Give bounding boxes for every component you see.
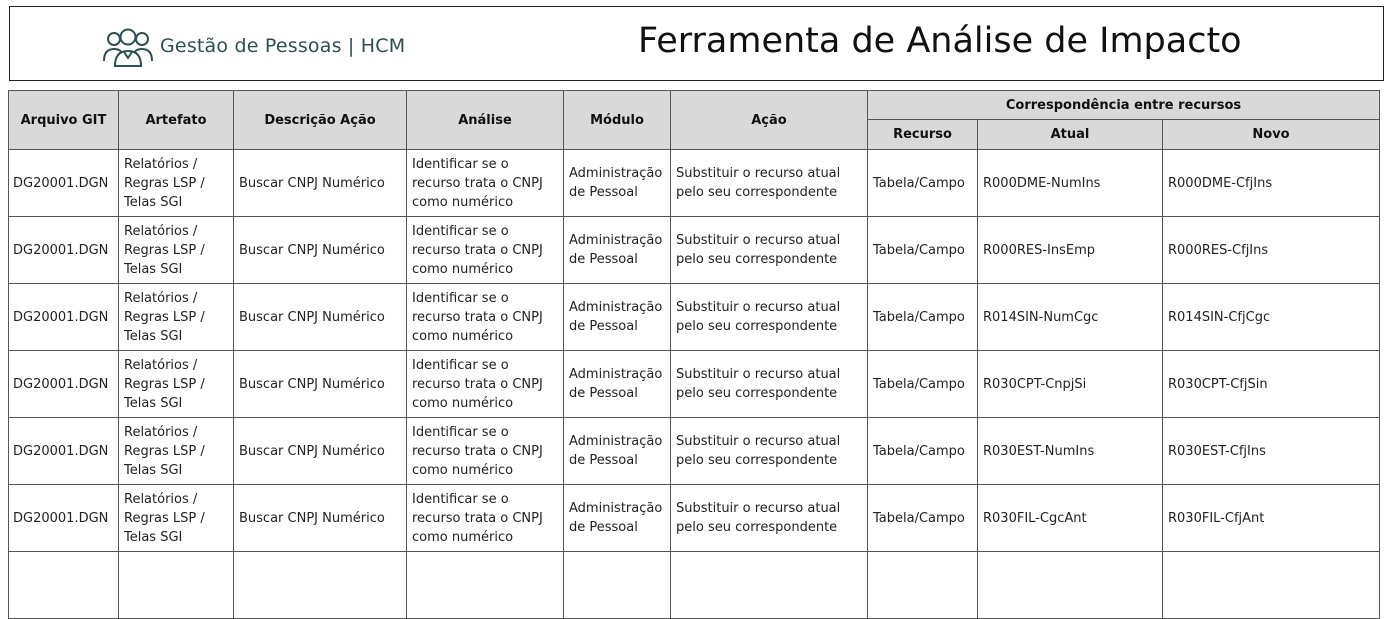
col-header-descricao: Descrição Ação <box>234 91 407 150</box>
cell-modulo: Administração de Pessoal <box>564 284 671 351</box>
cell-atual: R000RES-InsEmp <box>978 217 1163 284</box>
cell-modulo: Administração de Pessoal <box>564 150 671 217</box>
table-body <box>9 150 1380 619</box>
table-row <box>9 150 1380 217</box>
cell-acao: Substituir o recurso atual pelo seu correspondente <box>671 217 868 284</box>
col-header-novo: Novo <box>1163 120 1380 150</box>
cell-descricao: Buscar CNPJ Numérico <box>234 284 407 351</box>
cell-recurso: Tabela/Campo <box>868 418 978 485</box>
cell-descricao: Buscar CNPJ Numérico <box>234 418 407 485</box>
cell-novo: R014SIN-CfjCgc <box>1163 284 1380 351</box>
table-row <box>9 485 1380 552</box>
cell-arquivo: DG20001.DGN <box>9 217 119 284</box>
cell-novo <box>1163 552 1380 619</box>
cell-acao: Substituir o recurso atual pelo seu correspondente <box>671 150 868 217</box>
col-header-artefato: Artefato <box>119 91 234 150</box>
cell-atual <box>978 552 1163 619</box>
col-header-arquivo: Arquivo GIT <box>9 91 119 150</box>
cell-acao: Substituir o recurso atual pelo seu correspondente <box>671 284 868 351</box>
cell-artefato: Relatórios / Regras LSP / Telas SGI <box>119 485 234 552</box>
cell-analise <box>407 552 564 619</box>
cell-artefato: Relatórios / Regras LSP / Telas SGI <box>119 217 234 284</box>
cell-acao: Substituir o recurso atual pelo seu correspondente <box>671 418 868 485</box>
col-header-recurso: Recurso <box>868 120 978 150</box>
col-header-modulo: Módulo <box>564 91 671 150</box>
cell-acao <box>671 552 868 619</box>
cell-arquivo: DG20001.DGN <box>9 485 119 552</box>
table-row <box>9 418 1380 485</box>
brand-logo <box>102 25 405 67</box>
cell-modulo: Administração de Pessoal <box>564 217 671 284</box>
cell-acao: Substituir o recurso atual pelo seu correspondente <box>671 351 868 418</box>
people-group-icon <box>102 25 154 67</box>
cell-descricao: Buscar CNPJ Numérico <box>234 217 407 284</box>
cell-recurso: Tabela/Campo <box>868 351 978 418</box>
table-row <box>9 351 1380 418</box>
header-box <box>9 6 1384 81</box>
col-header-atual: Atual <box>978 120 1163 150</box>
cell-arquivo: DG20001.DGN <box>9 351 119 418</box>
cell-novo: R030EST-CfjIns <box>1163 418 1380 485</box>
cell-artefato: Relatórios / Regras LSP / Telas SGI <box>119 284 234 351</box>
cell-recurso: Tabela/Campo <box>868 150 978 217</box>
cell-novo: R000RES-CfjIns <box>1163 217 1380 284</box>
cell-atual: R014SIN-NumCgc <box>978 284 1163 351</box>
cell-descricao: Buscar CNPJ Numérico <box>234 351 407 418</box>
cell-arquivo: DG20001.DGN <box>9 284 119 351</box>
cell-analise: Identificar se o recurso trata o CNPJ como numérico <box>407 284 564 351</box>
cell-analise: Identificar se o recurso trata o CNPJ como numérico <box>407 351 564 418</box>
cell-recurso: Tabela/Campo <box>868 485 978 552</box>
cell-recurso: Tabela/Campo <box>868 217 978 284</box>
cell-analise: Identificar se o recurso trata o CNPJ como numérico <box>407 418 564 485</box>
cell-atual: R030FIL-CgcAnt <box>978 485 1163 552</box>
cell-novo: R000DME-CfjIns <box>1163 150 1380 217</box>
cell-novo: R030FIL-CfjAnt <box>1163 485 1380 552</box>
cell-artefato: Relatórios / Regras LSP / Telas SGI <box>119 150 234 217</box>
cell-modulo: Administração de Pessoal <box>564 351 671 418</box>
cell-analise: Identificar se o recurso trata o CNPJ como numérico <box>407 485 564 552</box>
cell-descricao: Buscar CNPJ Numérico <box>234 150 407 217</box>
cell-arquivo: DG20001.DGN <box>9 418 119 485</box>
cell-artefato: Relatórios / Regras LSP / Telas SGI <box>119 351 234 418</box>
cell-modulo <box>564 552 671 619</box>
cell-analise: Identificar se o recurso trata o CNPJ como numérico <box>407 150 564 217</box>
cell-novo: R030CPT-CfjSin <box>1163 351 1380 418</box>
brand-name: Gestão de Pessoas | HCM <box>160 35 406 57</box>
cell-descricao <box>234 552 407 619</box>
table-row <box>9 552 1380 619</box>
cell-analise: Identificar se o recurso trata o CNPJ como numérico <box>407 217 564 284</box>
cell-artefato: Relatórios / Regras LSP / Telas SGI <box>119 418 234 485</box>
cell-arquivo <box>9 552 119 619</box>
col-header-acao: Ação <box>671 91 868 150</box>
cell-descricao: Buscar CNPJ Numérico <box>234 485 407 552</box>
cell-modulo: Administração de Pessoal <box>564 418 671 485</box>
cell-artefato <box>119 552 234 619</box>
cell-modulo: Administração de Pessoal <box>564 485 671 552</box>
table-row <box>9 284 1380 351</box>
impact-analysis-table <box>8 90 1380 619</box>
cell-atual: R030EST-NumIns <box>978 418 1163 485</box>
col-header-analise: Análise <box>407 91 564 150</box>
cell-atual: R030CPT-CnpjSi <box>978 351 1163 418</box>
table-row <box>9 217 1380 284</box>
col-header-correspondencia: Correspondência entre recursos <box>868 91 1380 120</box>
cell-atual: R000DME-NumIns <box>978 150 1163 217</box>
cell-recurso <box>868 552 978 619</box>
cell-arquivo: DG20001.DGN <box>9 150 119 217</box>
cell-acao: Substituir o recurso atual pelo seu correspondente <box>671 485 868 552</box>
cell-recurso: Tabela/Campo <box>868 284 978 351</box>
page-title: Ferramenta de Análise de Impacto <box>638 21 1242 61</box>
